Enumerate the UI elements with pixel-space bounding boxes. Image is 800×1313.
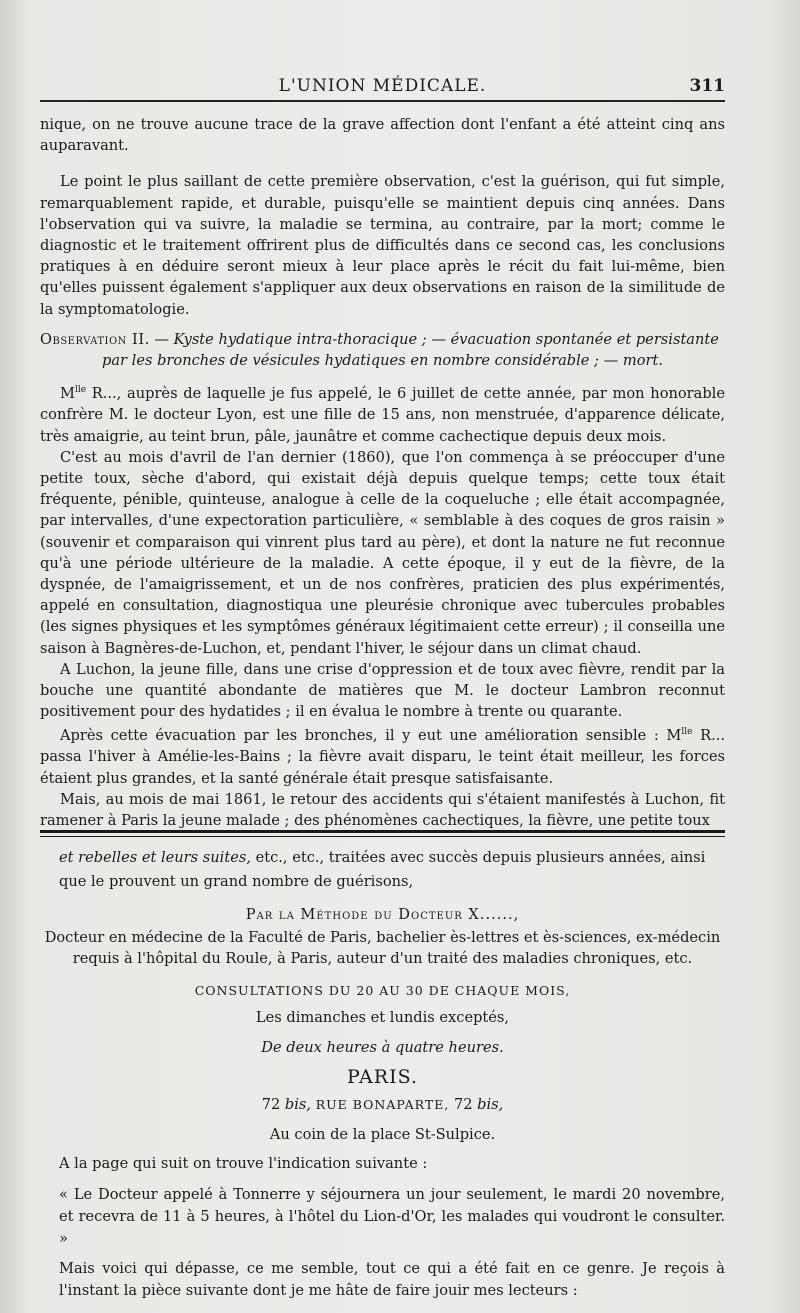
honorific-sup: lle <box>74 385 87 396</box>
honorific-sup: lle <box>681 727 693 738</box>
paragraph-patient <box>40 380 725 446</box>
address-number: 72 <box>261 1096 281 1114</box>
paragraph-luchon: A Luchon, la jeune fille, dans une crise d'oppression et de toux avec fièvre, rendit par la bouche une quantité abondante de matières que M. le docteur Lambron reconnut positivement pour des hydatides ; il en évalua le nombre à trente ou quarante. <box>40 660 725 721</box>
observation-label: Observation II. <box>40 330 150 348</box>
address-bis: bis, <box>284 1096 312 1114</box>
running-header <box>40 72 725 102</box>
ad-intro-rest: etc., etc., traitées avec succès depuis plusieurs années, ainsi que le prouvent un grand nombre de guérisons, <box>59 849 706 890</box>
patient-text: R..., auprès de laquelle je fus appelé, le 6 juillet de cette année, par mon honorable confrère M. le docteur Lyon, est une fille de 15 ans, non menstruée, d'apparence délicate, très amaigrie, au teint brun, pâle, jaunâtre et comme cachectique depuis deux mois. <box>40 385 725 445</box>
address-street: RUE BONAPARTE, <box>315 1097 450 1113</box>
ad-intro <box>40 846 725 893</box>
honorific: M <box>60 385 75 403</box>
header-rule <box>40 100 725 102</box>
journal-title: L'UNION MÉDICALE. <box>278 76 487 96</box>
ad-intro-italic: et rebelles et leurs suites, <box>59 849 251 866</box>
ad-corner: Au coin de la place St-Sulpice. <box>269 1125 496 1143</box>
closing-quote: « Le Docteur appelé à Tonnerre y séjournera un jour seulement, le mardi 20 novembre, et recevra de 11 à 5 heures, à l'hôtel du Lion-d'Or, les malades qui voudront le consulter. » <box>59 1185 725 1247</box>
paragraph-relapse: Mais, au mois de mai 1861, le retour des accidents qui s'étaient manifestés à Luchon, fit ramener à Paris la jeune malade ; des phénomènes cachectiques, la fièvre, une petite toux <box>40 790 725 830</box>
address-bis: bis, <box>477 1096 504 1114</box>
observation-title-line1: — Kyste hydatique intra-thoracique ; — évacuation spontanée et persistante <box>154 330 719 348</box>
paragraph-continuation: nique, on ne trouve aucune trace de la grave affection dont l'enfant a été atteint cinq ans auparavant. <box>40 116 725 155</box>
ad-credentials: Docteur en médecine de la Faculté de Paris, bachelier ès-lettres et ès-sciences, ex-médecin requis à l'hôpital du Roule, à Paris, auteur d'un traité des maladies chroniques, etc. <box>44 928 721 967</box>
advertisement <box>40 846 725 1302</box>
observation-heading <box>40 329 725 371</box>
ad-method: Par la Méthode du Docteur X......, <box>245 906 520 924</box>
closing-intro: A la page qui suit on trouve l'indication suivante : <box>59 1155 428 1173</box>
article-body <box>40 114 725 831</box>
observation-title-line2: par les bronches de vésicules hydatiques en nombre considérable ; — mort. <box>102 352 663 370</box>
improvement-text-a: Après cette évacuation par les bronches, il y eut une amélioration sensible : M <box>60 727 682 745</box>
paragraph-summary: Le point le plus saillant de cette première observation, c'est la guérison, qui fut simple, remarquablement rapide, et durable, puisqu'elle se maintient depuis cinq années. Dans l'observation qui va suivre, la maladie se termina, au contraire, par la mort; comme le diagnostic et le traitement offrirent plus de difficultés dans ce second cas, les conclusions pratiques à en déduire seront mieux à leur place après le récit du fait lui-même, bien qu'elles puissent également s'appliquer aux deux observations en raison de la similitude de la symptomatologie. <box>40 173 725 318</box>
ad-days: Les dimanches et lundis exceptés, <box>255 1009 510 1027</box>
page-number: 311 <box>689 76 725 96</box>
ad-consultations: CONSULTATIONS DU 20 AU 30 DE CHAQUE MOIS, <box>194 982 571 998</box>
paragraph-history: C'est au mois d'avril de l'an dernier (1860), que l'on commença à se préoccuper d'une petite toux, sèche d'abord, qui existait déjà depuis quelque temps; cette toux était fréquente, pénible, quinteuse, analogue à celle de la coqueluche ; elle était accompagnée, par intervalles, d'une expectoration particulière, « semblable à des coques de gros raisin » (souvenir et comparaison qui vinrent plus tard au père), et dont la nature ne fut reconnue qu'à une période ultérieure de la maladie. A cette époque, il y eut de la fièvre, de la dyspnée, de l'amaigrissement, et un de nos confrères, praticien des plus expérimentés, appelé en consultation, diagnostiqua une pleurésie chronique avec tubercules probables (les signes physiques et les symptômes généraux légitimaient cette erreur) ; il conseilla une saison à Bagnères-de-Luchon, et, pendant l'hiver, le séjour dans un climat chaud. <box>40 448 725 657</box>
closing-remark: Mais voici qui dépasse, ce me semble, tout ce qui a été fait en ce genre. Je reçois à l'instant la pièce suivante dont je me hâte de faire jouir mes lecteurs : <box>59 1259 725 1299</box>
ad-address <box>40 1093 725 1117</box>
improvement-text-b: R... passa l'hiver à Amélie-les-Bains ; la fièvre avait disparu, le teint était meilleur, les forces étaient plus grandes, et la santé générale était presque satisfaisante. <box>40 727 726 787</box>
section-divider <box>40 830 725 837</box>
paragraph-improvement <box>40 722 725 788</box>
ad-hours: De deux heures à quatre heures. <box>261 1038 504 1056</box>
address-number: 72 <box>453 1096 473 1114</box>
ad-city: PARIS. <box>347 1065 418 1088</box>
